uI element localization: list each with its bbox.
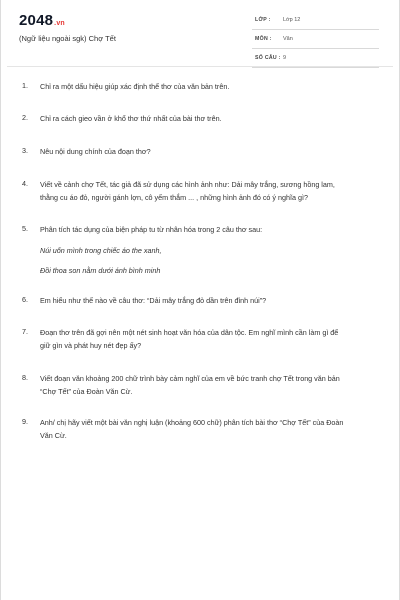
question-number: 5.	[22, 224, 28, 233]
question-text	[40, 224, 381, 278]
question-number: 2.	[22, 113, 28, 122]
question-number: 8.	[22, 373, 28, 382]
question-number: 7.	[22, 327, 28, 336]
question-text	[40, 417, 381, 442]
info-row-class	[252, 14, 379, 30]
question-line: Viết về cảnh chợ Tết, tác giả đã sử dụng các hình ảnh như: Dải mây trắng, sương hồng lam,	[40, 180, 335, 189]
header-divider	[7, 66, 393, 67]
question-line: Đoạn thơ trên đã gợi nên một nét sinh hoạt văn hóa của dân tộc. Em nghĩ mình cần làm gì để	[40, 328, 339, 337]
question-line: Nêu nội dung chính của đoạn thơ?	[40, 147, 151, 156]
question-item	[19, 373, 381, 398]
question-line: Chỉ ra một dấu hiệu giúp xác định thể thơ của văn bản trên.	[40, 82, 230, 91]
question-line: “Chợ Tết” của Đoàn Văn Cừ.	[40, 386, 133, 396]
worksheet-header	[1, 0, 399, 68]
question-item	[19, 113, 381, 126]
logo-text: 2048	[19, 12, 54, 29]
question-text	[40, 327, 381, 352]
question-number: 3.	[22, 146, 28, 155]
question-line: Em hiểu như thế nào về câu thơ: “Dải mây trắng đỏ dần trên đỉnh núi”?	[40, 296, 267, 305]
question-item	[19, 417, 381, 442]
question-text	[40, 146, 381, 159]
info-table	[252, 14, 379, 71]
question-number: 1.	[22, 81, 28, 90]
question-item	[19, 295, 381, 308]
question-text	[40, 113, 381, 126]
question-count-value: 9	[283, 55, 287, 61]
question-text	[40, 373, 381, 398]
question-text	[40, 295, 381, 308]
question-line: thằng cu áo đỏ, người gánh lợn, cô yếm thắm ... , những hình ảnh đó có ý nghĩa gì?	[40, 192, 308, 202]
question-line: Chỉ ra cách gieo vần ở khổ thơ thứ nhất của bài thơ trên.	[40, 114, 222, 123]
question-line: giữ gìn và phát huy nét đẹp ấy?	[40, 340, 142, 350]
question-number: 9.	[22, 417, 28, 426]
class-label: LỚP :	[255, 17, 271, 23]
question-text	[40, 179, 381, 204]
question-number: 4.	[22, 179, 28, 188]
question-item	[19, 224, 381, 278]
poem-line: Núi uốn mình trong chiếc áo the xanh,	[40, 245, 162, 255]
site-logo[interactable]	[19, 13, 65, 32]
question-number: 6.	[22, 295, 28, 304]
worksheet-title: (Ngữ liệu ngoài sgk) Chợ Tết	[19, 34, 116, 43]
question-item	[19, 81, 381, 94]
info-row-subject	[252, 33, 379, 49]
subject-label: MÔN :	[255, 36, 272, 42]
question-text	[40, 81, 381, 94]
question-count-label: SỐ CÂU :	[255, 55, 281, 61]
poem-line: Đồi thoa son nằm dưới ánh bình minh	[40, 266, 161, 275]
question-item	[19, 327, 381, 352]
question-item	[19, 179, 381, 204]
subject-value: Văn	[283, 36, 293, 42]
logo-suffix: .vn	[54, 20, 65, 27]
question-line: Anh/ chị hãy viết một bài văn nghị luận (khoảng 600 chữ) phân tích bài thơ “Chợ Tết” của Đoàn	[40, 418, 344, 427]
question-item	[19, 146, 381, 159]
question-line: Phân tích tác dụng của biện pháp tu từ nhân hóa trong 2 câu thơ sau:	[40, 225, 263, 234]
question-line: Viết đoạn văn khoảng 200 chữ trình bày cảm nghĩ của em về bức tranh chợ Tết trong văn bản	[40, 374, 340, 383]
question-line: Văn Cừ.	[40, 430, 67, 440]
class-value: Lớp 12	[283, 17, 301, 23]
